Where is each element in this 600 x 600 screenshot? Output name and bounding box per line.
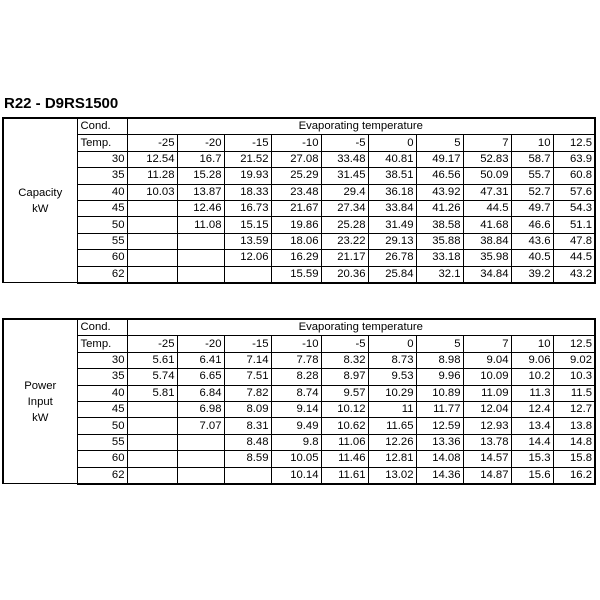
page-title: R22 - D9RS1500 (4, 95, 119, 112)
table-row (3, 467, 595, 484)
value-cell: 13.02 (368, 467, 416, 484)
value-cell: 11.77 (416, 401, 463, 417)
value-cell: 29.4 (321, 184, 368, 200)
value-cell: 6.84 (177, 385, 224, 401)
value-cell (177, 467, 224, 484)
value-cell: 7.82 (224, 385, 271, 401)
table-row (3, 266, 595, 283)
value-cell: 25.29 (271, 168, 321, 184)
value-cell: 8.97 (321, 369, 368, 385)
value-cell: 16.73 (224, 200, 271, 216)
value-cell: 41.68 (463, 217, 511, 233)
value-cell: 10.29 (368, 385, 416, 401)
evap-temp-cell: -25 (127, 135, 177, 151)
value-cell (127, 418, 177, 434)
value-cell: 8.28 (271, 369, 321, 385)
cond-temp-cell: 40 (77, 385, 127, 401)
value-cell: 8.09 (224, 401, 271, 417)
cond-temp-cell: 60 (77, 451, 127, 467)
value-cell: 14.36 (416, 467, 463, 484)
cond-temp-cell: 50 (77, 418, 127, 434)
value-cell: 15.59 (271, 266, 321, 283)
value-cell (224, 467, 271, 484)
cond-temp-cell: 35 (77, 168, 127, 184)
value-cell: 31.45 (321, 168, 368, 184)
value-cell: 12.4 (511, 401, 553, 417)
quantity-label-line: Input (27, 395, 53, 408)
value-cell: 16.2 (553, 467, 595, 484)
evap-temp-cell: -10 (271, 336, 321, 352)
table-row (3, 385, 595, 401)
value-cell: 8.73 (368, 352, 416, 368)
value-cell: 43.92 (416, 184, 463, 200)
value-cell: 8.98 (416, 352, 463, 368)
value-cell: 10.12 (321, 401, 368, 417)
value-cell: 13.78 (463, 434, 511, 450)
value-cell: 58.7 (511, 151, 553, 167)
value-cell: 6.65 (177, 369, 224, 385)
value-cell: 11.09 (463, 385, 511, 401)
temp-header: Temp. (77, 135, 127, 151)
value-cell: 35.88 (416, 233, 463, 249)
value-cell: 18.06 (271, 233, 321, 249)
cond-temp-cell: 40 (77, 184, 127, 200)
cond-temp-cell: 30 (77, 151, 127, 167)
value-cell (177, 451, 224, 467)
evap-temp-cell: -25 (127, 336, 177, 352)
evap-temp-cell: -20 (177, 135, 224, 151)
value-cell: 52.83 (463, 151, 511, 167)
evap-temp-cell: 5 (416, 135, 463, 151)
evap-temp-cell: -20 (177, 336, 224, 352)
cond-temp-cell: 62 (77, 467, 127, 484)
value-cell (177, 250, 224, 266)
quantity-label (3, 319, 77, 484)
value-cell: 26.78 (368, 250, 416, 266)
table-row (3, 184, 595, 200)
value-cell: 44.5 (463, 200, 511, 216)
value-cell: 8.74 (271, 385, 321, 401)
value-cell: 52.7 (511, 184, 553, 200)
value-cell (177, 233, 224, 249)
value-cell: 9.96 (416, 369, 463, 385)
cond-temp-cell: 30 (77, 352, 127, 368)
value-cell: 10.89 (416, 385, 463, 401)
evap-temp-cell: 0 (368, 135, 416, 151)
quantity-label-line: kW (32, 411, 49, 424)
value-cell: 16.7 (177, 151, 224, 167)
value-cell: 23.48 (271, 184, 321, 200)
value-cell (127, 467, 177, 484)
value-cell: 11.28 (127, 168, 177, 184)
evap-temp-cell: -10 (271, 135, 321, 151)
evap-temp-cell: 12.5 (553, 336, 595, 352)
evap-temp-cell: 7 (463, 336, 511, 352)
cond-temp-cell: 50 (77, 217, 127, 233)
cond-temp-cell: 55 (77, 434, 127, 450)
value-cell: 41.26 (416, 200, 463, 216)
value-cell: 8.59 (224, 451, 271, 467)
value-cell: 11.5 (553, 385, 595, 401)
value-cell: 11.08 (177, 217, 224, 233)
value-cell: 11.3 (511, 385, 553, 401)
value-cell: 7.51 (224, 369, 271, 385)
value-cell: 18.33 (224, 184, 271, 200)
value-cell: 14.87 (463, 467, 511, 484)
value-cell: 33.84 (368, 200, 416, 216)
value-cell: 13.8 (553, 418, 595, 434)
capacity-table (2, 117, 596, 284)
table-row (3, 200, 595, 216)
value-cell: 15.6 (511, 467, 553, 484)
value-cell: 11.06 (321, 434, 368, 450)
value-cell: 19.93 (224, 168, 271, 184)
value-cell: 33.48 (321, 151, 368, 167)
value-cell: 55.7 (511, 168, 553, 184)
value-cell: 44.5 (553, 250, 595, 266)
value-cell: 13.87 (177, 184, 224, 200)
temp-header-row (3, 336, 595, 352)
value-cell: 32.1 (416, 266, 463, 283)
value-cell: 13.4 (511, 418, 553, 434)
value-cell (177, 434, 224, 450)
value-cell: 39.2 (511, 266, 553, 283)
value-cell: 15.28 (177, 168, 224, 184)
value-cell: 40.81 (368, 151, 416, 167)
value-cell: 8.31 (224, 418, 271, 434)
value-cell: 54.3 (553, 200, 595, 216)
value-cell: 8.32 (321, 352, 368, 368)
value-cell: 9.14 (271, 401, 321, 417)
evap-temp-cell: 5 (416, 336, 463, 352)
value-cell: 7.78 (271, 352, 321, 368)
table-row (3, 250, 595, 266)
value-cell: 10.62 (321, 418, 368, 434)
quantity-label (3, 118, 77, 283)
value-cell: 25.84 (368, 266, 416, 283)
value-cell: 5.61 (127, 352, 177, 368)
table-row (3, 233, 595, 249)
value-cell: 7.14 (224, 352, 271, 368)
value-cell: 11.65 (368, 418, 416, 434)
table-row (3, 352, 595, 368)
value-cell: 12.54 (127, 151, 177, 167)
value-cell: 29.13 (368, 233, 416, 249)
value-cell: 31.49 (368, 217, 416, 233)
value-cell: 10.03 (127, 184, 177, 200)
value-cell: 47.8 (553, 233, 595, 249)
value-cell: 43.2 (553, 266, 595, 283)
value-cell: 16.29 (271, 250, 321, 266)
value-cell: 36.18 (368, 184, 416, 200)
evap-temp-cell: 10 (511, 135, 553, 151)
value-cell: 21.67 (271, 200, 321, 216)
evaporating-temperature-header: Evaporating temperature (127, 118, 595, 135)
value-cell: 63.9 (553, 151, 595, 167)
value-cell: 40.5 (511, 250, 553, 266)
value-cell: 14.08 (416, 451, 463, 467)
value-cell: 9.57 (321, 385, 368, 401)
evap-temp-cell: -15 (224, 336, 271, 352)
value-cell (127, 266, 177, 283)
value-cell (177, 266, 224, 283)
value-cell (127, 451, 177, 467)
value-cell: 14.4 (511, 434, 553, 450)
value-cell: 46.6 (511, 217, 553, 233)
header-row (3, 118, 595, 135)
value-cell: 10.14 (271, 467, 321, 484)
value-cell: 8.48 (224, 434, 271, 450)
value-cell: 21.17 (321, 250, 368, 266)
cond-temp-cell: 35 (77, 369, 127, 385)
cond-temp-cell: 45 (77, 200, 127, 216)
value-cell: 49.17 (416, 151, 463, 167)
evap-temp-cell: 7 (463, 135, 511, 151)
value-cell: 12.93 (463, 418, 511, 434)
value-cell: 11.46 (321, 451, 368, 467)
value-cell: 7.07 (177, 418, 224, 434)
value-cell: 12.04 (463, 401, 511, 417)
table-row (3, 151, 595, 167)
value-cell: 9.06 (511, 352, 553, 368)
value-cell: 12.26 (368, 434, 416, 450)
value-cell: 12.46 (177, 200, 224, 216)
value-cell: 12.59 (416, 418, 463, 434)
value-cell: 15.8 (553, 451, 595, 467)
value-cell: 5.81 (127, 385, 177, 401)
value-cell: 9.04 (463, 352, 511, 368)
value-cell: 60.8 (553, 168, 595, 184)
value-cell: 19.86 (271, 217, 321, 233)
cond-temp-cell: 45 (77, 401, 127, 417)
table-row (3, 168, 595, 184)
value-cell: 38.51 (368, 168, 416, 184)
value-cell: 13.36 (416, 434, 463, 450)
value-cell: 10.3 (553, 369, 595, 385)
value-cell: 10.09 (463, 369, 511, 385)
value-cell: 9.02 (553, 352, 595, 368)
value-cell: 38.84 (463, 233, 511, 249)
temp-header: Temp. (77, 336, 127, 352)
value-cell (127, 434, 177, 450)
evap-temp-cell: 0 (368, 336, 416, 352)
value-cell: 10.2 (511, 369, 553, 385)
value-cell: 10.05 (271, 451, 321, 467)
table-row (3, 434, 595, 450)
power-input-table (2, 318, 596, 485)
value-cell: 12.81 (368, 451, 416, 467)
header-row (3, 319, 595, 336)
cond-temp-cell: 55 (77, 233, 127, 249)
value-cell: 20.36 (321, 266, 368, 283)
value-cell: 9.49 (271, 418, 321, 434)
value-cell: 9.8 (271, 434, 321, 450)
value-cell: 49.7 (511, 200, 553, 216)
value-cell: 25.28 (321, 217, 368, 233)
value-cell (127, 233, 177, 249)
table-row (3, 418, 595, 434)
value-cell: 23.22 (321, 233, 368, 249)
value-cell: 11.61 (321, 467, 368, 484)
evap-temp-cell: 12.5 (553, 135, 595, 151)
value-cell (127, 217, 177, 233)
value-cell: 38.58 (416, 217, 463, 233)
value-cell: 34.84 (463, 266, 511, 283)
temp-header-row (3, 135, 595, 151)
cond-temp-cell: 62 (77, 266, 127, 283)
cond-temp-cell: 60 (77, 250, 127, 266)
quantity-label-line: Power (24, 379, 57, 392)
value-cell: 6.41 (177, 352, 224, 368)
value-cell: 5.74 (127, 369, 177, 385)
value-cell: 21.52 (224, 151, 271, 167)
table-row (3, 217, 595, 233)
value-cell: 15.15 (224, 217, 271, 233)
value-cell: 50.09 (463, 168, 511, 184)
value-cell: 14.8 (553, 434, 595, 450)
value-cell (127, 200, 177, 216)
value-cell: 27.08 (271, 151, 321, 167)
value-cell: 14.57 (463, 451, 511, 467)
value-cell: 43.6 (511, 233, 553, 249)
evaporating-temperature-header: Evaporating temperature (127, 319, 595, 336)
table-row (3, 369, 595, 385)
value-cell: 46.56 (416, 168, 463, 184)
evap-temp-cell: -5 (321, 135, 368, 151)
value-cell: 47.31 (463, 184, 511, 200)
value-cell: 12.06 (224, 250, 271, 266)
quantity-label-line: Capacity (18, 186, 63, 199)
value-cell: 33.18 (416, 250, 463, 266)
value-cell: 6.98 (177, 401, 224, 417)
value-cell: 27.34 (321, 200, 368, 216)
table-row (3, 451, 595, 467)
value-cell (127, 401, 177, 417)
value-cell: 9.53 (368, 369, 416, 385)
evap-temp-cell: -5 (321, 336, 368, 352)
evap-temp-cell: 10 (511, 336, 553, 352)
cond-header: Cond. (77, 118, 127, 135)
cond-header: Cond. (77, 319, 127, 336)
quantity-label-line: kW (32, 202, 49, 215)
value-cell: 15.3 (511, 451, 553, 467)
value-cell: 57.6 (553, 184, 595, 200)
value-cell: 12.7 (553, 401, 595, 417)
value-cell (127, 250, 177, 266)
table-row (3, 401, 595, 417)
value-cell (224, 266, 271, 283)
value-cell: 51.1 (553, 217, 595, 233)
evap-temp-cell: -15 (224, 135, 271, 151)
value-cell: 13.59 (224, 233, 271, 249)
value-cell: 11 (368, 401, 416, 417)
value-cell: 35.98 (463, 250, 511, 266)
